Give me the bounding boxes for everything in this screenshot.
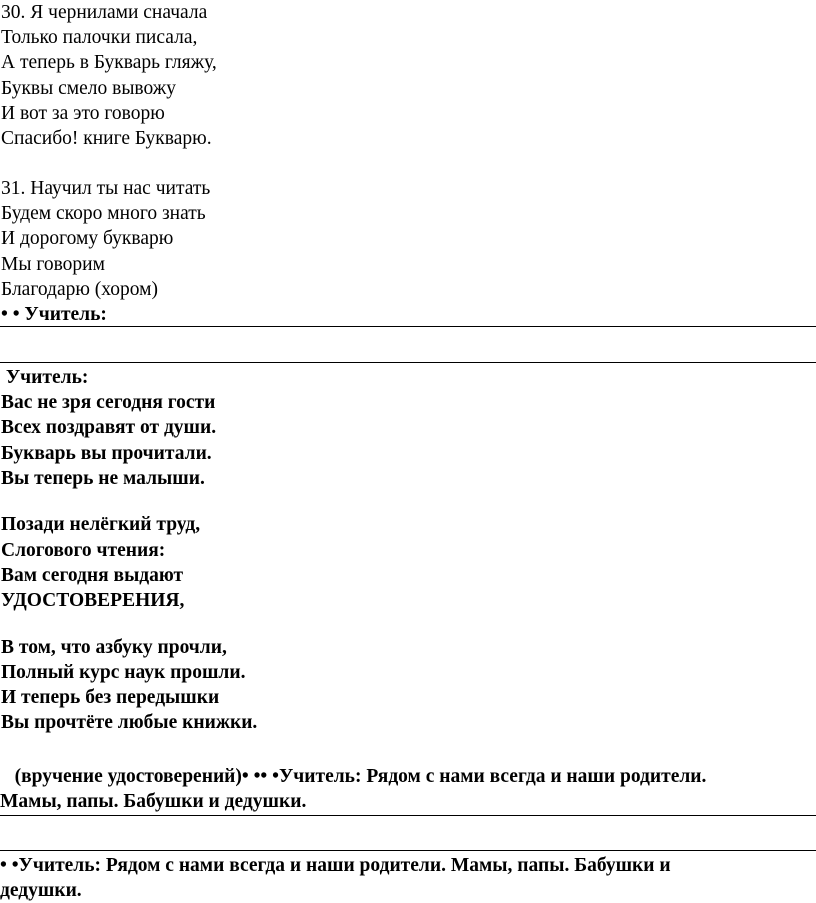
stanza-line: Букварь вы прочитали. (1, 442, 212, 464)
stanza-line: Позади нелёгкий труд, (1, 514, 201, 536)
paragraph-line: (вручение удостоверений)• •• •Учитель: Рядом с нами всегда и наши родители. (0, 766, 707, 787)
poem-31 (0, 176, 816, 327)
stanza-line: И теперь без передышки (1, 687, 220, 709)
poem-line: Мы говорим (1, 253, 105, 275)
stanza-line: Вас не зря сегодня гости (1, 392, 216, 414)
poem-line: И вот за это говорю (1, 102, 165, 124)
stanza-line: Вам сегодня выдают (1, 564, 184, 586)
stanza-line: Вы прочтёте любые книжки. (1, 712, 258, 734)
poem-30 (0, 0, 816, 151)
horizontal-rule (0, 362, 816, 363)
stanza-line: Слогового чтения: (1, 539, 166, 561)
poem-line: 31. Научил ты нас читать (1, 178, 211, 199)
teacher-heading: • • Учитель: (1, 303, 107, 325)
poem-line: Благодарю (хором) (1, 278, 159, 300)
teacher-heading: Учитель: (1, 367, 89, 388)
horizontal-rule (0, 850, 816, 851)
poem-line: Спасибо! книге Букварю. (1, 127, 212, 149)
horizontal-rule (0, 326, 816, 327)
paragraph-line: дедушки. (0, 880, 82, 902)
paragraph-line: Мамы, папы. Бабушки и дедушки. (0, 791, 307, 813)
paragraph-parents-1 (0, 764, 816, 814)
stanza-line: В том, что азбуку прочли, (1, 636, 227, 658)
stanza-line: Вы теперь не малыши. (1, 467, 205, 489)
stanza-line: Всех поздравят от души. (1, 417, 217, 439)
poem-line: И дорогому букварю (1, 228, 174, 250)
poem-line: А теперь в Букварь гляжу, (1, 52, 217, 74)
poem-line: Будем скоро много знать (1, 203, 206, 225)
paragraph-parents-2 (0, 853, 816, 903)
teacher-speech (0, 365, 816, 735)
poem-line: Буквы смело вывожу (1, 77, 176, 99)
horizontal-rule (0, 815, 816, 816)
paragraph-line: • •Учитель: Рядом с нами всегда и наши родители. Мамы, папы. Бабушки и (0, 855, 671, 876)
poem-line: 30. Я чернилами сначала (1, 2, 208, 23)
stanza-line: Полный курс наук прошли. (1, 661, 246, 683)
stanza-line: УДОСТОВЕРЕНИЯ, (1, 590, 185, 611)
poem-line: Только палочки писала, (1, 27, 198, 49)
